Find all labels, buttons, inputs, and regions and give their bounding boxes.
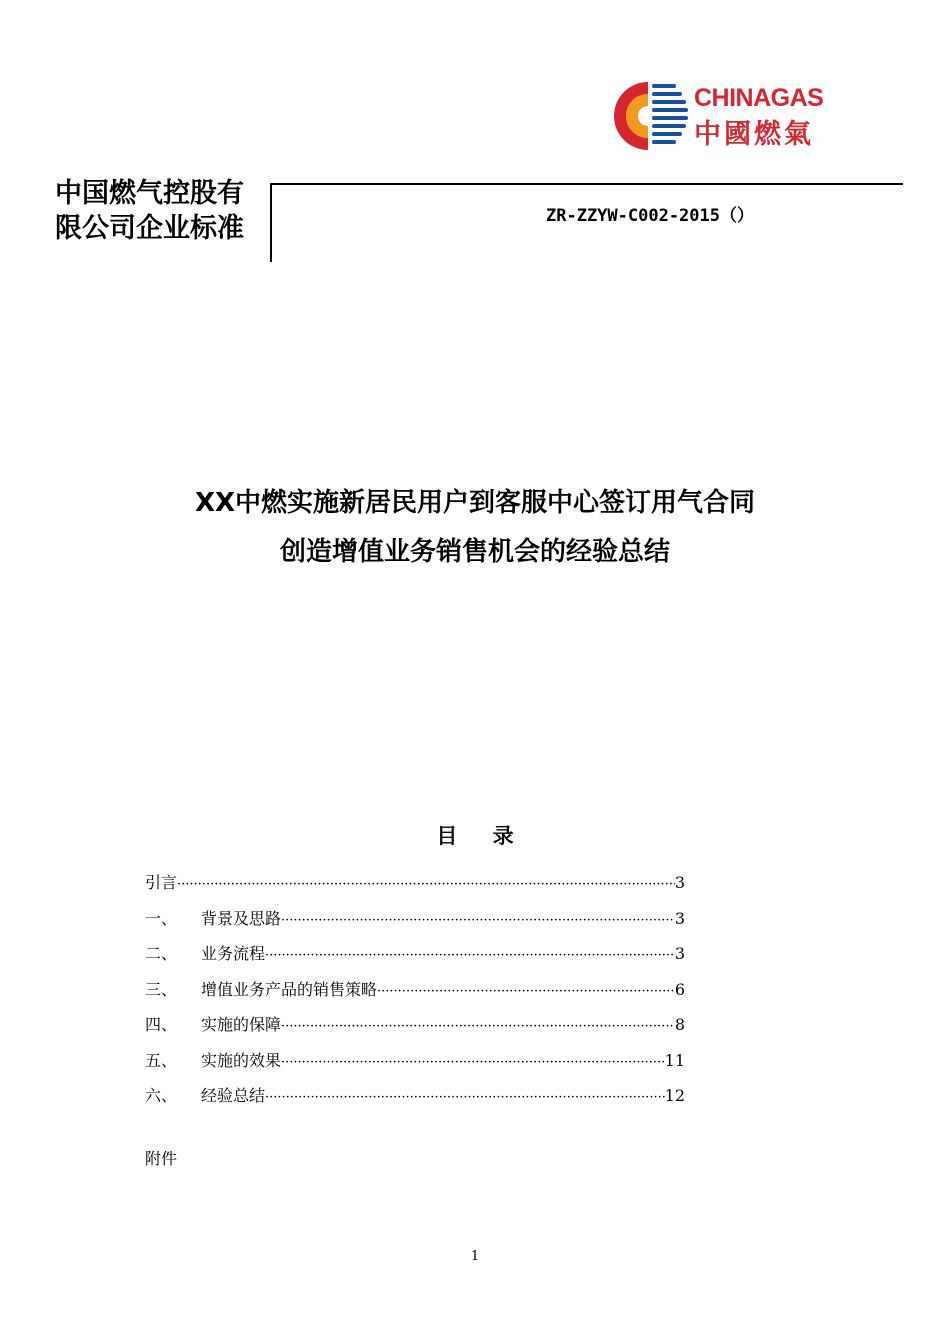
- table-of-contents: [145, 870, 685, 1119]
- toc-entry-label: 实施的效果: [201, 1050, 282, 1070]
- appendix-label[interactable]: 附件: [145, 1149, 178, 1168]
- toc-entry-label: 引言: [145, 873, 178, 892]
- toc-entry-page: 6: [674, 979, 685, 999]
- toc-leader-dots: [177, 872, 675, 898]
- logo-english-name: CHINAGAS: [694, 84, 824, 112]
- toc-entry-label: 经验总结: [201, 1086, 266, 1105]
- toc-entry-number: 三、: [145, 979, 178, 999]
- toc-entry-page: 11: [664, 1050, 685, 1070]
- logo-chinese-name: 中國燃氣: [694, 119, 814, 150]
- toc-entry-number: 二、: [145, 944, 178, 963]
- toc-entry-page: 3: [674, 873, 685, 892]
- toc-entry[interactable]: [145, 870, 685, 906]
- chinagas-emblem-icon: [608, 78, 692, 154]
- toc-leader-dots: [265, 1085, 665, 1111]
- toc-entry-page: 3: [674, 908, 685, 928]
- chinagas-logo: [608, 78, 853, 154]
- toc-entry-page: 12: [664, 1086, 685, 1105]
- toc-leader-dots: [281, 908, 675, 934]
- toc-entry-label: 背景及思路: [201, 908, 282, 928]
- toc-entry[interactable]: [145, 977, 685, 1013]
- standard-code: ZR-ZZYW-C002-2015（）: [546, 206, 754, 226]
- toc-entry-page: 8: [674, 1015, 685, 1034]
- document-title-line-2: 创造增值业务销售机会的经验总结: [279, 537, 670, 567]
- toc-heading: 目 录: [436, 824, 528, 848]
- toc-entry-label: 实施的保障: [201, 1015, 282, 1034]
- toc-entry-number: 一、: [145, 908, 178, 928]
- toc-entry[interactable]: [145, 906, 685, 942]
- toc-entry-label: 业务流程: [201, 944, 266, 963]
- toc-entry-number: 六、: [145, 1086, 178, 1105]
- toc-leader-dots: [281, 1014, 675, 1040]
- toc-entry-label: 增值业务产品的销售策略: [201, 979, 378, 999]
- toc-entry[interactable]: [145, 1048, 685, 1084]
- toc-entry[interactable]: [145, 1012, 685, 1048]
- document-title-line-1: XX中燃实施新居民用户到客服中心签订用气合同: [194, 488, 756, 518]
- company-standard-label: 中国燃气控股有限公司企业标准: [55, 178, 244, 244]
- toc-leader-dots: [377, 979, 675, 1005]
- header-horizontal-divider: [270, 183, 903, 185]
- page-number: 1: [470, 1249, 480, 1264]
- toc-entry-page: 3: [674, 944, 685, 963]
- toc-entry[interactable]: [145, 1083, 685, 1119]
- toc-entry-number: 五、: [145, 1050, 178, 1070]
- toc-entry[interactable]: [145, 941, 685, 977]
- toc-leader-dots: [265, 943, 675, 969]
- header-vertical-divider: [270, 183, 272, 262]
- toc-leader-dots: [281, 1050, 665, 1076]
- toc-entry-number: 四、: [145, 1015, 178, 1034]
